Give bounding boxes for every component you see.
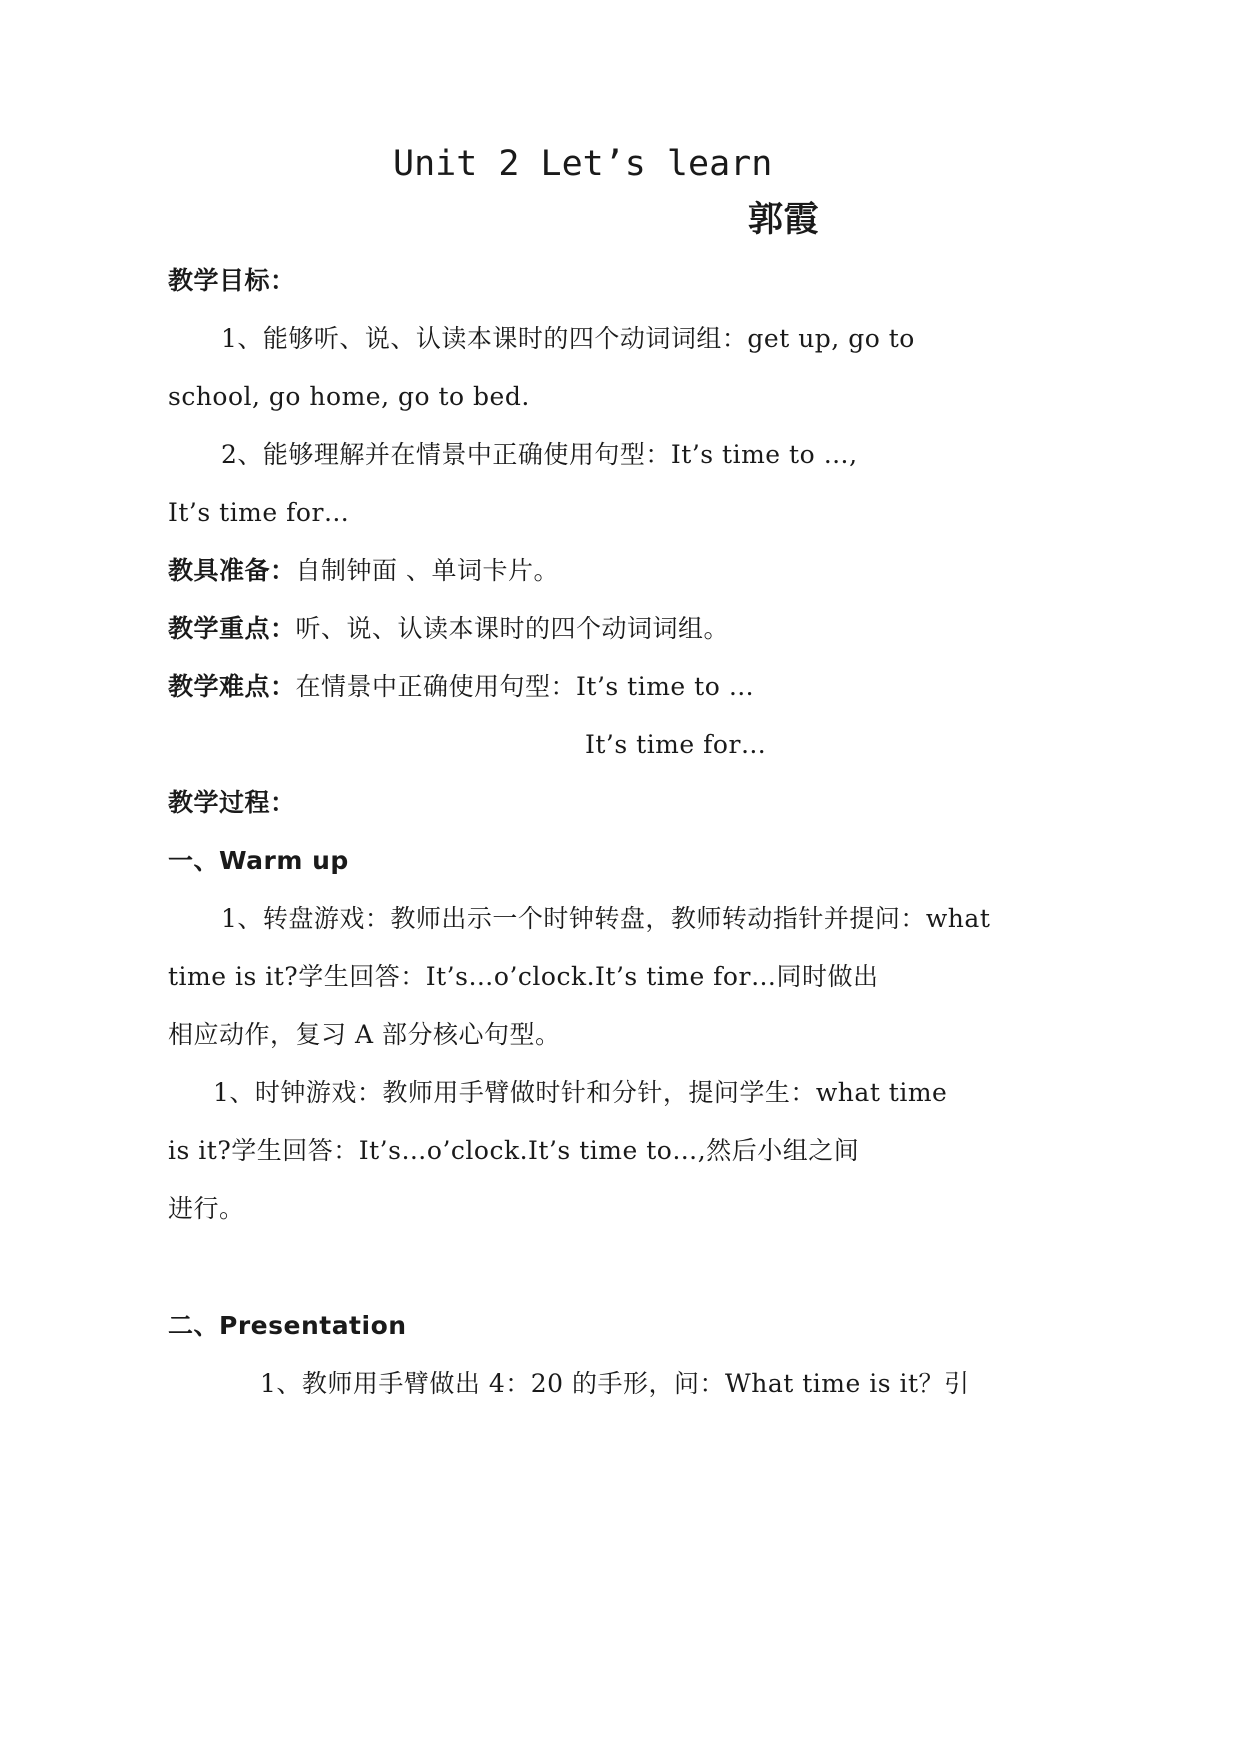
materials-paragraph: [168, 553, 559, 589]
warm-up-item-1-line-3: 相应动作，复习 A 部分核心句型。: [168, 1020, 561, 1049]
warm-up-item-2-line-3: 进行。: [168, 1194, 245, 1223]
difficulties-label: 教学难点：: [168, 672, 296, 701]
document-title: Unit 2 Let’s learn: [393, 144, 773, 184]
difficulties-text-line-2: It’s time for…: [585, 730, 767, 759]
warm-up-item-1-line-1: 1、转盘游戏：教师出示一个时钟转盘，教师转动指针并提问：what: [221, 904, 991, 933]
key-points-text: 听、说、认读本课时的四个动词词组。: [295, 614, 730, 643]
warm-up-item-2-line-2: is it?学生回答：It’s…o’clock.It’s time to…,然后小组之间: [168, 1136, 860, 1165]
key-points-label: 教学重点：: [168, 614, 296, 643]
presentation-item-1-line-1: 1、教师用手臂做出 4：20 的手形，问：What time is it？引: [260, 1369, 970, 1398]
objectives-heading: 教学目标：: [168, 266, 296, 295]
difficulties-paragraph: [168, 669, 754, 705]
objective-1-line-1: 1、能够听、说、认读本课时的四个动词词组：get up, go to: [221, 324, 915, 353]
materials-label: 教具准备：: [168, 556, 296, 585]
process-heading: 教学过程：: [168, 788, 296, 817]
objective-2-line-1: 2、能够理解并在情景中正确使用句型：It’s time to …,: [221, 440, 858, 469]
materials-text: 自制钟面 、单词卡片。: [295, 556, 559, 585]
objective-1-line-2: school, go home, go to bed.: [168, 382, 530, 411]
objective-2-line-2: It’s time for…: [168, 498, 350, 527]
presentation-heading: 二、Presentation: [168, 1311, 407, 1340]
warm-up-item-2-line-1: 1、时钟游戏：教师用手臂做时针和分针，提问学生：what time: [213, 1078, 948, 1107]
warm-up-heading: 一、Warm up: [168, 846, 349, 875]
difficulties-text-line-1: 在情景中正确使用句型：It’s time to …: [295, 672, 755, 701]
warm-up-item-1-line-2: time is it?学生回答：It’s…o’clock.It’s time for…同时做出: [168, 962, 879, 991]
author-name: 郭霞: [748, 200, 820, 240]
key-points-paragraph: [168, 611, 729, 647]
